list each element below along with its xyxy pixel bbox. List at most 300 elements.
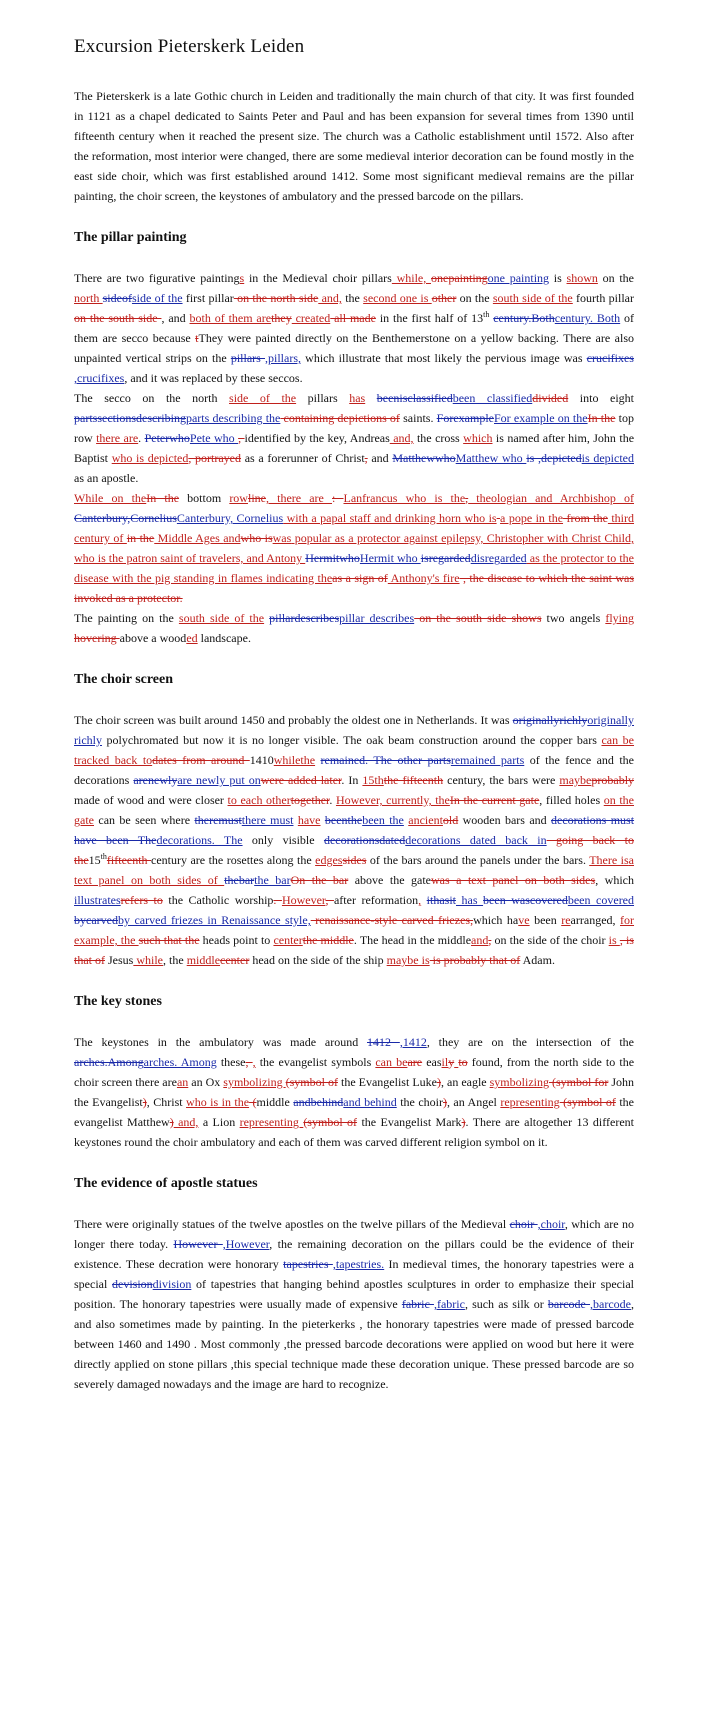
- text-run: , they are on the intersection of the: [426, 1035, 635, 1049]
- deleted-text: refers to: [120, 893, 163, 907]
- deleted-text: Hermitwho: [305, 551, 360, 565]
- text-run: is: [549, 271, 567, 285]
- inserted-text: Middle Ages: [154, 531, 224, 545]
- inserted-text: is depicted: [581, 451, 634, 465]
- deleted-text: decorationsdated: [323, 833, 406, 847]
- deleted-text: containing depictions of: [280, 411, 400, 425]
- deleted-text: other: [431, 291, 457, 305]
- inserted-text: ,crucifixes: [74, 371, 125, 385]
- deleted-text: bycarved: [74, 913, 118, 927]
- inserted-text: shown: [566, 271, 598, 285]
- deleted-text: probably: [591, 773, 635, 787]
- deleted-text: crucifixes: [586, 351, 634, 365]
- deleted-text: (symbol of: [285, 1075, 338, 1089]
- deleted-text: Forexample: [436, 411, 494, 425]
- inserted-text: edges: [315, 853, 343, 867]
- text-run: above the gate: [348, 873, 431, 887]
- paragraph: [74, 1214, 634, 1394]
- deleted-text: decorations must have been The: [74, 813, 635, 847]
- text-run: The painting on the: [74, 611, 179, 625]
- inserted-text: on the gate: [74, 793, 634, 827]
- inserted-text: both of them are: [189, 311, 272, 325]
- text-run: John the Evangelist: [74, 1075, 635, 1109]
- deleted-text: on the south side shows: [414, 611, 542, 625]
- text-run: two angels: [541, 611, 606, 625]
- deleted-text: (symbol of: [559, 1095, 616, 1109]
- text-run: , the remaining decoration on the pillars could be the evidence of their existence. These decration were honorary: [74, 1237, 634, 1271]
- inserted-text: who is: [464, 511, 497, 525]
- inserted-text: il: [441, 1055, 449, 1069]
- inserted-text: and: [223, 531, 241, 545]
- text-run: polychromated but now it is no longer visible. The oak beam construction around the copper bars: [102, 733, 602, 747]
- text-run: , which are no longer there today.: [74, 1217, 634, 1251]
- inserted-text: illustrates: [74, 893, 121, 907]
- document-page: [74, 36, 634, 1394]
- inserted-text: third century: [74, 511, 635, 545]
- deleted-text: ): [436, 1075, 441, 1089]
- section: [74, 994, 634, 1152]
- text-run: made of wood and were closer: [74, 793, 228, 807]
- document-body: [74, 86, 634, 1394]
- deleted-text: (symbol of: [303, 1115, 358, 1129]
- text-run: found, from the north side to the choir screen there are: [74, 1055, 635, 1089]
- inserted-text: ed: [186, 631, 198, 645]
- deleted-text: thebar: [224, 873, 255, 887]
- inserted-text: Lanfrancus who is the: [343, 491, 466, 505]
- deleted-text: pillardescribes: [269, 611, 340, 625]
- inserted-text: s: [239, 271, 245, 285]
- inserted-text: indicating the: [266, 571, 333, 585]
- text-run: .: [138, 431, 145, 445]
- inserted-text: division: [152, 1277, 192, 1291]
- deleted-text: arenewly: [133, 773, 178, 787]
- text-run: the evangelist Matthew: [74, 1095, 635, 1129]
- inserted-text: decorations dated back in: [405, 833, 547, 847]
- deleted-text: century.Both: [493, 311, 555, 325]
- text-run: The choir screen was built around 1450 and probably the oldest one in Netherlands. It was: [74, 713, 513, 727]
- inserted-text: there must: [241, 813, 294, 827]
- inserted-text: the bar: [254, 873, 291, 887]
- deleted-text: Matthewwho: [392, 451, 456, 465]
- inserted-text: south side of the: [178, 611, 265, 625]
- deleted-text: is probably that of: [429, 953, 521, 967]
- text-run: as an apostle.: [74, 471, 139, 485]
- deleted-text: were added later: [260, 773, 342, 787]
- deleted-text: as a sign of: [332, 571, 388, 585]
- text-run: .: [329, 793, 336, 807]
- inserted-text: whilethe: [273, 753, 316, 767]
- inserted-text: decorations. The: [156, 833, 243, 847]
- deleted-text: , the disease to which the saint was invoked as a protector.: [74, 571, 635, 605]
- inserted-text: Hermit who: [359, 551, 421, 565]
- text-run: saints.: [399, 411, 437, 425]
- inserted-text: popular as a protector against epilepsy, Christopher with Christ Child,: [291, 531, 635, 545]
- inserted-text: which: [463, 431, 493, 445]
- inserted-text: Pete who: [189, 431, 239, 445]
- inserted-text: century. Both: [554, 311, 621, 325]
- text-run: only visible: [242, 833, 324, 847]
- deleted-text: Canterbury,Cornelius: [74, 511, 177, 525]
- deleted-text: .: [273, 893, 282, 907]
- deleted-text: in: [126, 531, 137, 545]
- deleted-text: originallyrichly: [512, 713, 588, 727]
- inserted-text: side of the: [131, 291, 183, 305]
- paragraph: [74, 608, 634, 648]
- inserted-text: pillar describes: [339, 611, 415, 625]
- text-run: the evangelist symbols: [255, 1055, 376, 1069]
- deleted-text: dates from around: [152, 753, 250, 767]
- inserted-text: ,choir: [537, 1217, 565, 1231]
- deleted-text: such that the: [138, 933, 200, 947]
- deleted-text: onepainting: [431, 271, 488, 285]
- text-run: which ha: [473, 913, 519, 927]
- text-run: , Christ: [146, 1095, 187, 1109]
- text-run: of them are secco because: [74, 311, 635, 345]
- text-run: into eight: [568, 391, 635, 405]
- text-run: on the side of the choir: [491, 933, 609, 947]
- inserted-text: originally richly: [74, 713, 634, 747]
- deleted-text: ,: [488, 933, 492, 947]
- text-run: been: [529, 913, 562, 927]
- inserted-text: ve: [518, 913, 530, 927]
- deleted-text: was a text panel on both sides: [431, 873, 596, 887]
- text-run: can be seen where: [94, 813, 195, 827]
- inserted-text: side of the: [229, 391, 297, 405]
- deleted-text: sides: [342, 853, 367, 867]
- text-run: as a forerunner of Christ: [241, 451, 365, 465]
- deleted-text: remained. The other parts: [320, 753, 451, 767]
- inserted-text: middle: [186, 953, 221, 967]
- deleted-text: ): [142, 1095, 147, 1109]
- inserted-text: with a papal staff and drinking horn: [283, 511, 465, 525]
- text-run: the Catholic worship: [162, 893, 274, 907]
- deleted-text: the middle: [302, 933, 354, 947]
- deleted-text: y: [448, 1055, 455, 1069]
- deleted-text: andbehind: [293, 1095, 344, 1109]
- inserted-text: are newly put on: [177, 773, 261, 787]
- inserted-text: and behind: [343, 1095, 397, 1109]
- text-run: century are the rosettes along the: [151, 853, 316, 867]
- inserted-text: as the protector to the disease with the pig standing in flames: [74, 551, 634, 585]
- text-run: , the: [163, 953, 187, 967]
- inserted-text: for example, the: [74, 913, 635, 947]
- text-run: of tapestries that hanging behind apostles sculptures in order to emphasize their special position. The honorary tapestries were usually made of expensive: [74, 1277, 634, 1311]
- deleted-text: old: [442, 813, 459, 827]
- text-run: head on the side of the ship: [249, 953, 387, 967]
- deleted-text: tapestries: [283, 1257, 333, 1271]
- deleted-text: devision: [112, 1277, 153, 1291]
- text-run: after reformation: [333, 893, 419, 907]
- text-run: above a wood: [119, 631, 187, 645]
- inserted-text: ,: [252, 1055, 256, 1069]
- inserted-text: There is: [589, 853, 629, 867]
- inserted-text: row: [229, 491, 248, 505]
- deleted-text: ,: [245, 1055, 253, 1069]
- inserted-text: ancient: [408, 813, 443, 827]
- section: [74, 672, 634, 970]
- deleted-text: , is that of: [74, 933, 634, 967]
- inserted-text: of: [113, 531, 127, 545]
- text-run: on the: [597, 271, 635, 285]
- deleted-text: isregarded: [420, 551, 471, 565]
- deleted-text: beenthe: [324, 813, 363, 827]
- inserted-text: re: [561, 913, 571, 927]
- deleted-text: ithasit: [426, 893, 456, 907]
- inserted-text: center: [273, 933, 303, 947]
- inserted-text: have: [297, 813, 321, 827]
- deleted-text: are: [407, 1055, 423, 1069]
- text-run: , such as silk or: [464, 1297, 548, 1311]
- paragraph: [74, 710, 634, 970]
- paragraph: [74, 388, 634, 488]
- inserted-text: ,1412: [399, 1035, 427, 1049]
- deleted-text: sideof: [102, 291, 132, 305]
- text-run: first pillar: [182, 291, 234, 305]
- deleted-text: However: [173, 1237, 223, 1251]
- paragraph: [74, 488, 634, 608]
- inserted-text: However: [281, 893, 326, 907]
- inserted-text: south side of the: [492, 291, 573, 305]
- inserted-text: and,: [389, 431, 414, 445]
- inserted-text: Matthew who: [455, 451, 527, 465]
- inserted-text: to each other: [227, 793, 291, 807]
- deleted-text: arches.Among: [74, 1055, 144, 1069]
- deleted-text: on the south side: [74, 311, 162, 325]
- text-run: , filled holes: [539, 793, 604, 807]
- text-run: of the fence and the decorations: [74, 753, 635, 787]
- text-run: arranged,: [570, 913, 621, 927]
- deleted-text: :: [332, 491, 344, 505]
- deleted-text: the fifteenth: [383, 773, 444, 787]
- text-run: a Lion: [198, 1115, 240, 1129]
- text-run: , and: [161, 311, 190, 325]
- text-run: , which: [595, 873, 634, 887]
- inserted-text: , there are: [265, 491, 333, 505]
- inserted-text: a text panel on both sides of: [74, 853, 634, 887]
- deleted-text: ,: [238, 431, 245, 445]
- text-run: 1410: [249, 753, 274, 767]
- text-run: wooden bars and: [458, 813, 552, 827]
- inserted-text: has: [456, 893, 484, 907]
- inserted-text: maybe is: [386, 953, 430, 967]
- text-run: , and it was replaced by these seccos.: [124, 371, 303, 385]
- deleted-text: fabric: [401, 1297, 434, 1311]
- text-run: th: [483, 310, 490, 319]
- deleted-text: all made: [330, 311, 376, 325]
- deleted-text: (symbol for: [548, 1075, 609, 1089]
- deleted-text: In the: [587, 411, 616, 425]
- deleted-text: they: [271, 311, 292, 325]
- section: [74, 86, 634, 206]
- deleted-text: from the: [563, 511, 608, 525]
- deleted-text: fifteenth: [106, 853, 152, 867]
- inserted-text: disregarded: [470, 551, 527, 565]
- inserted-text: a pope in the: [500, 511, 564, 525]
- inserted-text: representing: [500, 1095, 560, 1109]
- inserted-text: created: [291, 311, 331, 325]
- deleted-text: t: [195, 331, 199, 345]
- inserted-text: while: [133, 953, 164, 967]
- deleted-text: barcode: [547, 1297, 591, 1311]
- section: [74, 1176, 634, 1394]
- inserted-text: one painting: [487, 271, 550, 285]
- deleted-text: In the: [146, 491, 180, 505]
- deleted-text: the: [136, 531, 155, 545]
- text-run: landscape.: [197, 631, 251, 645]
- text-run: The Pieterskerk is a late Gothic church in Leiden and traditionally the main church of that city. It was first founded in 1121 as a chapel dedicated to Saints Peter and Paul and has been expansion for several times from 1390 until fifteenth century when it reached the present size. The church was a Catholic establishment until 1572. Also after the reformation, most interior were changed, there are some medieval interior decoration can be found mostly in the east side choir, which was first established around 1412. Some most significant medieval remains are the pillar painting, the choir screen, the keystones of ambulatory and the pressed barcode on the pillars.: [74, 89, 634, 203]
- deleted-text: together: [290, 793, 330, 807]
- deleted-text: Peterwho: [144, 431, 190, 445]
- deleted-text: 1412: [367, 1035, 400, 1049]
- text-run: and: [367, 451, 393, 465]
- page-title: Excursion Pieterskerk Leiden: [74, 36, 305, 57]
- section-heading: The pillar painting: [74, 230, 187, 245]
- text-run: in the Medieval choir pillars: [244, 271, 392, 285]
- deleted-text: (: [249, 1095, 257, 1109]
- section: [74, 230, 634, 648]
- text-run: the: [341, 291, 364, 305]
- inserted-text: been the: [362, 813, 404, 827]
- section-heading: The key stones: [74, 994, 162, 1009]
- inserted-text: maybe: [559, 773, 592, 787]
- text-run: . The head in the middle: [353, 933, 472, 947]
- deleted-text: going back to the: [74, 833, 634, 867]
- deleted-text: choir: [509, 1217, 538, 1231]
- inserted-text: flying: [605, 611, 635, 625]
- deleted-text: ,: [465, 491, 469, 505]
- text-run: They were painted directly on the Benthemerstone on a yellow backing. There are also unpainted vertical strips on the: [74, 331, 634, 365]
- text-run: middle: [256, 1095, 294, 1109]
- text-run: identified by the key, Andreas: [244, 431, 390, 445]
- inserted-text: can be tracked back to: [74, 733, 635, 767]
- inserted-text: ,barcode: [590, 1297, 631, 1311]
- inserted-text: who is in the: [186, 1095, 250, 1109]
- text-run: the choir: [396, 1095, 443, 1109]
- inserted-text: While on the: [74, 491, 147, 505]
- deleted-text: divided: [532, 391, 569, 405]
- text-run: There were originally statues of the twelve apostles on the twelve pillars of the Medieval: [74, 1217, 510, 1231]
- inserted-text: Canterbury, Cornelius: [176, 511, 284, 525]
- text-run: The keystones in the ambulatory was made around: [74, 1035, 367, 1049]
- section-heading: The evidence of apostle statues: [74, 1176, 258, 1191]
- deleted-text: ): [169, 1115, 174, 1129]
- inserted-text: parts describing the: [185, 411, 281, 425]
- text-run: which illustrate that most likely the pervious image was: [301, 351, 587, 365]
- deleted-text: partssectionsdescribing: [74, 411, 186, 425]
- inserted-text: who is the: [74, 551, 124, 565]
- deleted-text: pillars: [230, 351, 265, 365]
- paragraph: [74, 1032, 634, 1152]
- inserted-text: ,However: [222, 1237, 270, 1251]
- text-run: eas: [422, 1055, 442, 1069]
- text-run: Adam.: [520, 953, 555, 967]
- deleted-text: center: [220, 953, 250, 967]
- deleted-text: line: [247, 491, 266, 505]
- inserted-text: patron saint of travelers, and Antony: [123, 551, 306, 565]
- text-run: , and also sometimes made by painting. In the pieterkerks , the honorary tapestries were made of pressed barcode between 1460 and 1490 . Most commonly ,the pressed barcode decorations were applied on wood but here it were directly applied on stone pillars ,this special technique made these decoration unique. These pressed barcode are so severely damaged nowadays and the image are hard to recognize.: [74, 1297, 634, 1391]
- paragraph: [74, 268, 634, 388]
- inserted-text: been classified: [452, 391, 533, 405]
- inserted-text: 15th: [362, 773, 384, 787]
- inserted-text: an: [176, 1075, 189, 1089]
- text-run: [365, 391, 377, 405]
- inserted-text: Anthony's fire: [387, 571, 460, 585]
- deleted-text: beenisclassified: [376, 391, 453, 405]
- text-run: these: [216, 1055, 246, 1069]
- text-run: bottom: [179, 491, 230, 505]
- deleted-text: ,: [364, 451, 368, 465]
- text-run: of the bars around the panels under the bars.: [366, 853, 590, 867]
- text-run: In medieval times, the honorary tapestries were a special: [74, 1257, 634, 1291]
- deleted-text: ): [442, 1095, 447, 1109]
- inserted-text: can be: [375, 1055, 408, 1069]
- inserted-text: ,fabric: [433, 1297, 465, 1311]
- inserted-text: For example on the: [494, 411, 588, 425]
- inserted-text: there are: [96, 431, 139, 445]
- text-run: The secco on the north: [74, 391, 230, 405]
- inserted-text: symbolizing: [223, 1075, 286, 1089]
- inserted-text: was: [272, 531, 292, 545]
- inserted-text: and,: [173, 1115, 199, 1129]
- text-run: . There are altogether 13 different keystones round the choir ambulatory and each of them was carved different religion symbol on it.: [74, 1115, 634, 1149]
- text-run: top row: [74, 411, 634, 445]
- inserted-text: north: [74, 291, 103, 305]
- text-run: 15: [88, 853, 101, 867]
- text-run: heads point to: [199, 933, 274, 947]
- deleted-text: to: [458, 1055, 468, 1069]
- inserted-text: while,: [391, 271, 431, 285]
- text-run: century, the bars were: [443, 773, 560, 787]
- inserted-text: and,: [318, 291, 342, 305]
- inserted-text: remained parts: [450, 753, 525, 767]
- inserted-text: ,tapestries.: [332, 1257, 385, 1271]
- text-run: There are two figurative painting: [74, 271, 240, 285]
- deleted-text: In the current gate: [449, 793, 540, 807]
- inserted-text: However, currently, the: [335, 793, 450, 807]
- text-run: an Ox: [188, 1075, 224, 1089]
- deleted-text: On the bar: [290, 873, 349, 887]
- text-run: , an eagle: [440, 1075, 490, 1089]
- deleted-text: who is: [240, 531, 273, 545]
- inserted-text: by carved friezes in Renaissance style,: [117, 913, 311, 927]
- deleted-text: renaissance-style carved friezes,: [310, 913, 474, 927]
- deleted-text: , portrayed: [188, 451, 242, 465]
- deleted-text: is ,depicted: [526, 451, 582, 465]
- inserted-text: and: [471, 933, 489, 947]
- text-run: the Evangelist Luke: [337, 1075, 437, 1089]
- paragraph: [74, 86, 634, 206]
- deleted-text: on the north side: [233, 291, 319, 305]
- text-run: is named after him, John the Baptist: [74, 431, 635, 465]
- text-run: on the: [456, 291, 493, 305]
- text-run: the Evangelist Mark: [357, 1115, 462, 1129]
- inserted-text: has: [349, 391, 366, 405]
- text-run: . In: [341, 773, 363, 787]
- deleted-text: hovering: [74, 631, 120, 645]
- text-run: in the first half of 13: [375, 311, 484, 325]
- inserted-text: second one is: [363, 291, 432, 305]
- text-run: th: [100, 852, 107, 861]
- inserted-text: who is depicted: [111, 451, 189, 465]
- inserted-text: ,pillars,: [265, 351, 301, 365]
- text-run: pillars: [296, 391, 350, 405]
- text-run: , an Angel: [446, 1095, 501, 1109]
- deleted-text: theremust: [194, 813, 242, 827]
- text-run: fourth pillar: [572, 291, 634, 305]
- inserted-text: theologian and Archbishop of: [468, 491, 634, 505]
- text-run: the cross: [413, 431, 464, 445]
- inserted-text: arches. Among: [143, 1055, 217, 1069]
